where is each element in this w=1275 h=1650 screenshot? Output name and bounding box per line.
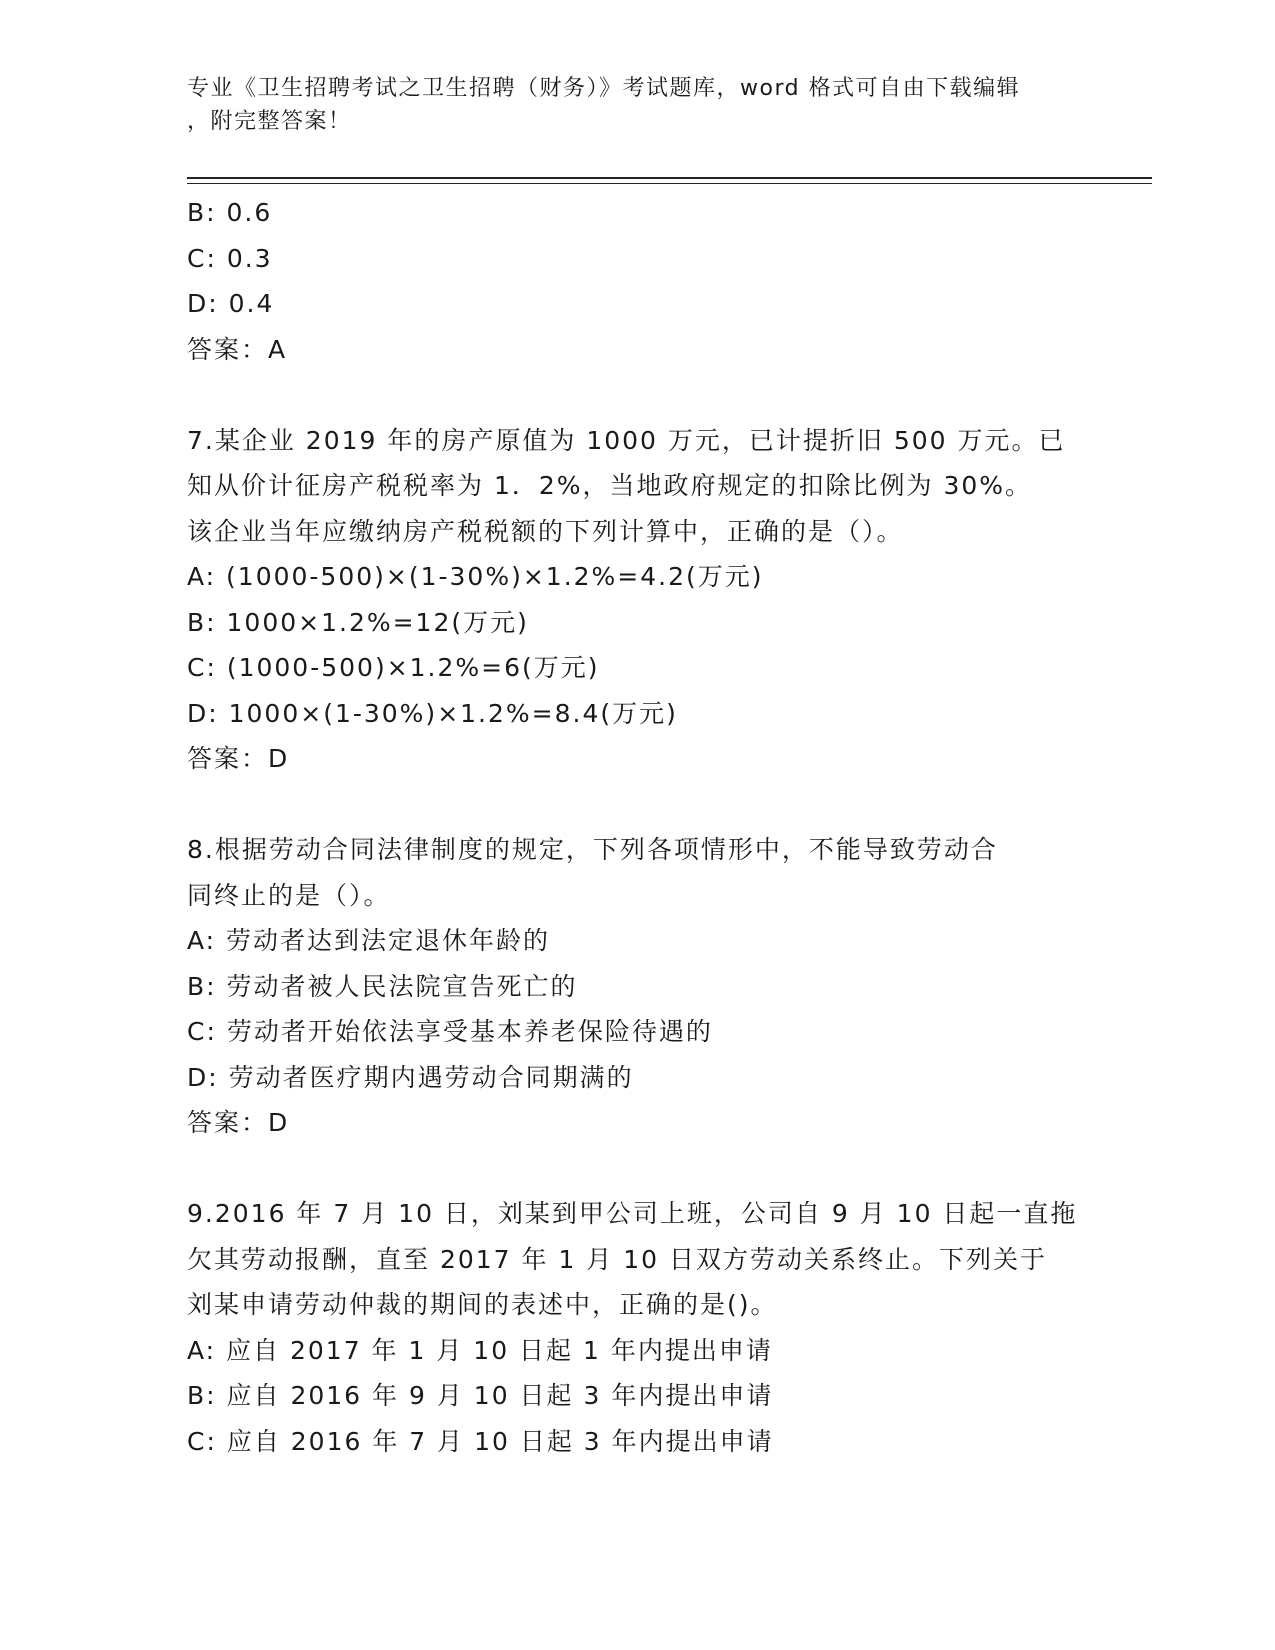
option-a: A: 劳动者达到法定退休年龄的 [187,926,551,955]
option-c: C: 劳动者开始依法享受基本养老保险待遇的 [187,1017,713,1046]
question-stem-line: 刘某申请劳动仲裁的期间的表述中，正确的是()。 [187,1290,778,1319]
option-a: A: (1000-500)×(1-30%)×1.2%=4.2(万元) [187,562,764,591]
question-7 [187,418,1087,782]
question-stem-line: 知从价计征房产税税率为 1．2%，当地政府规定的扣除比例为 30%。 [187,471,1033,500]
question-stem-line: 该企业当年应缴纳房产税税额的下列计算中，正确的是（）。 [187,516,904,546]
option-c: C: 应自 2016 年 7 月 10 日起 3 年内提出申请 [187,1426,774,1456]
option-a: A: 应自 2017 年 1 月 10 日起 1 年内提出申请 [187,1335,773,1365]
option-b: B: 劳动者被人民法院宣告死亡的 [187,971,578,1001]
question-stem-line: 同终止的是（）。 [187,880,391,910]
option-d: D: 1000×(1-30%)×1.2%=8.4(万元) [187,698,678,728]
option-b: B: 0.6 [187,198,273,227]
question-prev [187,190,1087,372]
answer-line: 答案：D [187,1108,290,1137]
question-stem-line: 欠其劳动报酬，直至 2017 年 1 月 10 日双方劳动关系终止。下列关于 [187,1244,1048,1274]
spacer [187,782,1087,828]
header-divider-thick [187,177,1152,179]
answer-line: 答案：A [187,334,288,364]
document-header [187,72,1067,138]
header-line-1: 专业《卫生招聘考试之卫生招聘（财务）》考试题库，word 格式可自由下载编辑 [187,76,1021,101]
option-d: D: 0.4 [187,289,275,318]
document-body [187,190,1087,1464]
option-b: B: 应自 2016 年 9 月 10 日起 3 年内提出申请 [187,1381,774,1410]
question-8 [187,827,1087,1146]
question-stem-line: 7.某企业 2019 年的房产原值为 1000 万元，已计提折旧 500 万元。已 [187,425,1066,455]
question-9 [187,1191,1087,1464]
option-c: C: (1000-500)×1.2%=6(万元) [187,653,600,682]
option-b: B: 1000×1.2%=12(万元) [187,607,529,637]
question-stem-line: 8.根据劳动合同法律制度的规定，下列各项情形中，不能导致劳动合 [187,835,998,864]
spacer [187,372,1087,418]
question-stem-line: 9.2016 年 7 月 10 日，刘某到甲公司上班，公司自 9 月 10 日起一直拖 [187,1199,1078,1228]
header-divider-thin [187,183,1152,184]
option-c: C: 0.3 [187,243,273,273]
header-line-2: ，附完整答案！ [187,109,352,134]
spacer [187,1146,1087,1192]
answer-line: 答案：D [187,744,290,773]
option-d: D: 劳动者医疗期内遇劳动合同期满的 [187,1062,634,1092]
